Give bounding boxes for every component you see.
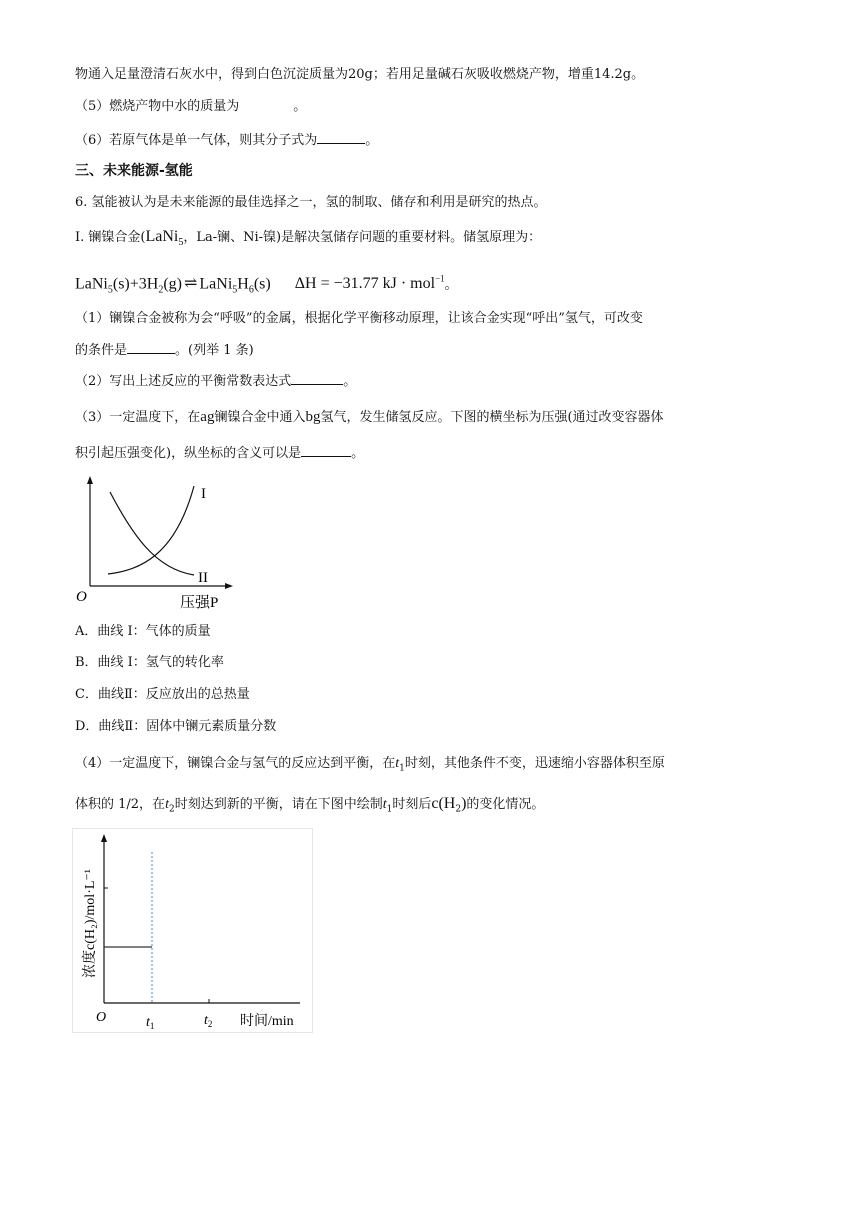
q5-blank[interactable] <box>239 98 293 110</box>
graph1-x-arrow <box>225 583 233 589</box>
intro-continuation: 物通入足量澄清石灰水中，得到白色沉淀质量为20g；若用足量碱石灰吸收燃烧产物，增重14.2g。 <box>75 67 645 82</box>
graph1-origin: O <box>76 589 87 605</box>
pressure-graph <box>70 474 240 614</box>
concentration-graph[interactable] <box>72 828 314 1034</box>
graph2-y-arrow <box>101 834 107 842</box>
option-c[interactable]: C．曲线Ⅱ：反应放出的总热量 <box>75 687 250 702</box>
graph1-x-label: 压强P <box>180 595 219 611</box>
question-6 <box>75 131 378 150</box>
equilibrium-arrow: ⇌ <box>184 275 198 293</box>
question-3-line1: （3）一定温度下，在ag镧镍合金中通入bg氢气，发生储氢反应。下图的横坐标为压强(通过改变容器体 <box>75 409 664 425</box>
q2-blank[interactable] <box>291 372 343 385</box>
curve-1-label: I <box>201 486 206 502</box>
graph2-origin: O <box>96 1010 107 1025</box>
option-b[interactable]: B．曲线 I：氢气的转化率 <box>75 655 224 670</box>
option-a[interactable]: A．曲线 I：气体的质量 <box>75 624 211 639</box>
section-title: 三、未来能源-氢能 <box>75 163 193 179</box>
q6-blank[interactable] <box>317 131 365 144</box>
option-d[interactable]: D．曲线Ⅱ：固体中镧元素质量分数 <box>75 719 277 734</box>
q6-text: （6）若原气体是单一气体，则其分子式为 <box>75 133 318 148</box>
part1-formula: LaNi$_5$ <box>145 228 184 249</box>
graph2-t2-label: $t_2$ <box>204 1013 213 1029</box>
question-3-line2: 积引起压强变化)，纵坐标的含义可以是 。 <box>75 446 365 461</box>
storage-equation: $LaNi_5(s)+3H_2(g)$ ⇌ $LaNi_5H_6(s) \Delta H = -31.77$ kJ · mol$^{-1}$。 <box>75 274 458 296</box>
q3-blank[interactable] <box>301 444 351 457</box>
problem-6-intro: 6. 氢能被认为是未来能源的最佳选择之一，氢的制取、储存和利用是研究的热点。 <box>75 195 547 210</box>
question-4-line2: 体积的 1/2，在$t_2$时刻达到新的平衡，请在下图中绘制$t_1$时刻后$c(H_2)$的变化情况。 <box>75 795 545 815</box>
question-2: （2）写出上述反应的平衡常数表达式 。 <box>75 374 357 389</box>
question-5 <box>75 98 306 116</box>
graph2-frame <box>73 829 313 1033</box>
q5-end: 。 <box>293 99 307 114</box>
curve-2-label: II <box>198 570 208 586</box>
q5-text: （5）燃烧产物中水的质量为 <box>75 99 240 114</box>
part1-prefix: I. 镧镍合金( <box>75 230 146 245</box>
graph2-y-label: 浓度c(H₂)/mol·L⁻¹ <box>83 869 98 978</box>
question-1-line1: （1）镧镍合金被称为会“呼吸”的金属，根据化学平衡移动原理，让该合金实现“呼出”氢气，可改变 <box>75 311 643 326</box>
question-4-line1: （4）一定温度下，镧镍合金与氢气的反应达到平衡，在$t_1$时刻，其他条件不变，迅速缩小容器体积至原 <box>75 756 665 774</box>
curve-2 <box>110 492 194 575</box>
graph2-t1-label: $t_1$ <box>146 1015 155 1031</box>
part-1-intro <box>75 228 541 252</box>
q6-end: 。 <box>365 133 379 148</box>
graph1-y-arrow <box>87 476 93 484</box>
part1-suffix: ，La-镧、Ni-镍)是解决氢储存问题的重要材料。储氢原理为： <box>183 230 542 245</box>
q1-blank[interactable] <box>127 341 175 354</box>
curve-1 <box>108 486 194 574</box>
delta-h: ΔH = −31.77 kJ · mol$^{-1}$ <box>294 274 445 293</box>
graph2-x-label: 时间/min <box>240 1014 294 1029</box>
question-1-line2: 的条件是 。(列举 1 条) <box>75 343 254 358</box>
